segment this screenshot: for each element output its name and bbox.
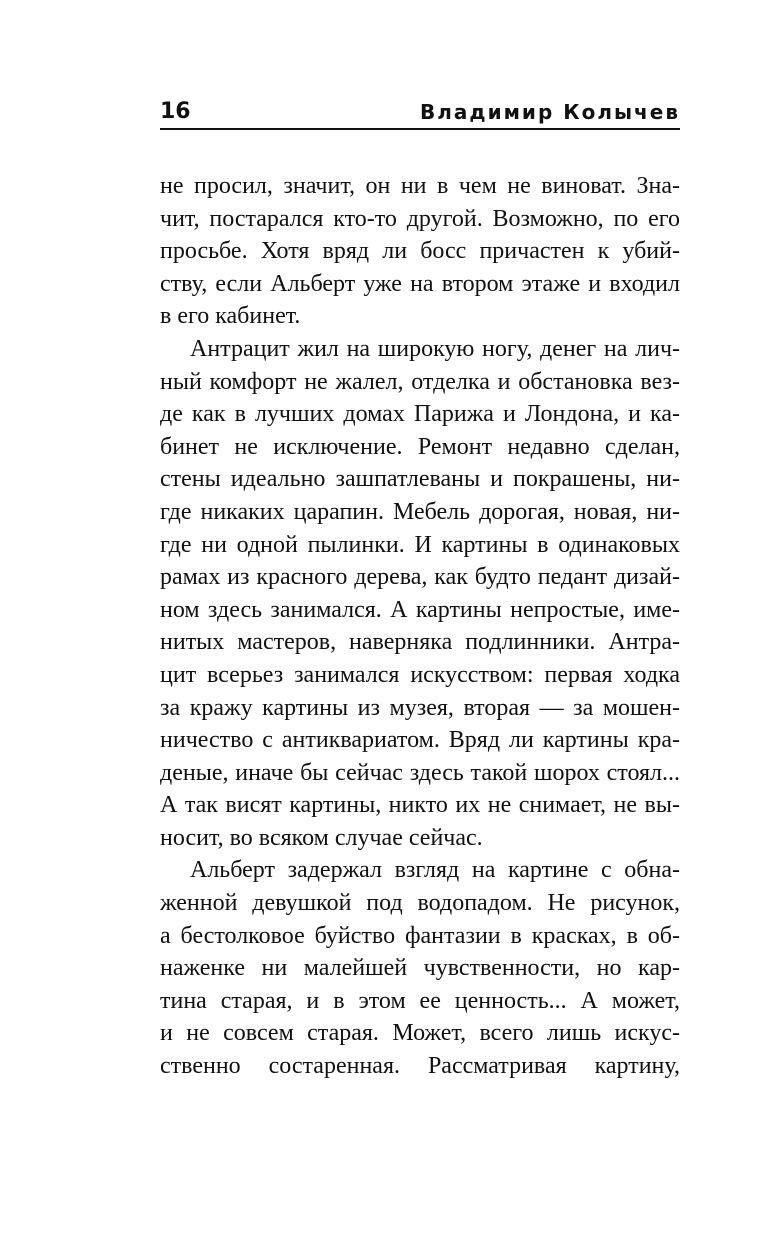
body-text (160, 170, 680, 1083)
text-line: ный комфорт не жалел, отделка и обстановка вез- (160, 368, 680, 395)
text-line: тина старая, и в этом ее ценность... А может, (160, 987, 680, 1014)
text-line: носит, во всяком случае сейчас. (160, 824, 483, 851)
text-line: Альберт задержал взгляд на картине с обна- (190, 857, 680, 884)
text-line: чит, постарался кто-то другой. Возможно, по его (160, 205, 680, 232)
text-line: ничество с антиквариатом. Вряд ли картины кра- (160, 727, 680, 754)
text-line: ственно состаренная. Рассматривая картину, (160, 1053, 680, 1080)
text-line: цит всерьез занимался искусством: первая ходка (160, 661, 680, 688)
page-header (160, 98, 680, 130)
text-line: Антрацит жил на широкую ногу, денег на лич- (190, 335, 680, 362)
header-divider (160, 128, 680, 130)
paragraph (160, 854, 680, 1082)
text-line: не просил, значит, он ни в чем не виноват. Зна- (160, 173, 680, 199)
text-line: ству, если Альберт уже на втором этаже и входил (160, 270, 680, 297)
text-line: наженке ни малейшей чувственности, но кар- (160, 955, 680, 982)
text-line: ном здесь занимался. А картины непростые, име- (160, 596, 680, 623)
text-line: женной девушкой под водопадом. Не рисунок, (160, 890, 680, 917)
text-line: просьбе. Хотя вряд ли босс причастен к убий- (160, 238, 680, 265)
text-line: а бестолковое буйство фантазии в красках, в об- (160, 922, 680, 949)
text-line: де как в лучших домах Парижа и Лондона, и ка- (160, 401, 680, 428)
text-line: рамах из красного дерева, как будто педант дизай- (160, 564, 680, 591)
text-line: за кражу картины из музея, вторая — за мошен- (160, 694, 680, 721)
running-head-author: Владимир Колычев (420, 100, 680, 124)
text-line: стены идеально зашпатлеваны и покрашены, ни- (160, 466, 680, 493)
text-line: и не совсем старая. Может, всего лишь искус- (160, 1020, 680, 1047)
paragraph (160, 333, 680, 855)
text-line: бинет не исключение. Ремонт недавно сделан, (160, 433, 680, 460)
paragraph (160, 170, 680, 333)
text-line: где ни одной пылинки. И картины в одинаковых (160, 531, 680, 558)
text-line: А так висят картины, никто их не снимает, не вы- (160, 792, 680, 819)
text-line: деные, иначе бы сейчас здесь такой шорох стоял... (160, 759, 680, 786)
page-number: 16 (160, 99, 191, 124)
text-line: нитых мастеров, наверняка подлинники. Антра- (160, 629, 680, 656)
text-line: в его кабинет. (160, 303, 301, 330)
text-line: где никаких царапин. Мебель дорогая, новая, ни- (160, 498, 680, 525)
